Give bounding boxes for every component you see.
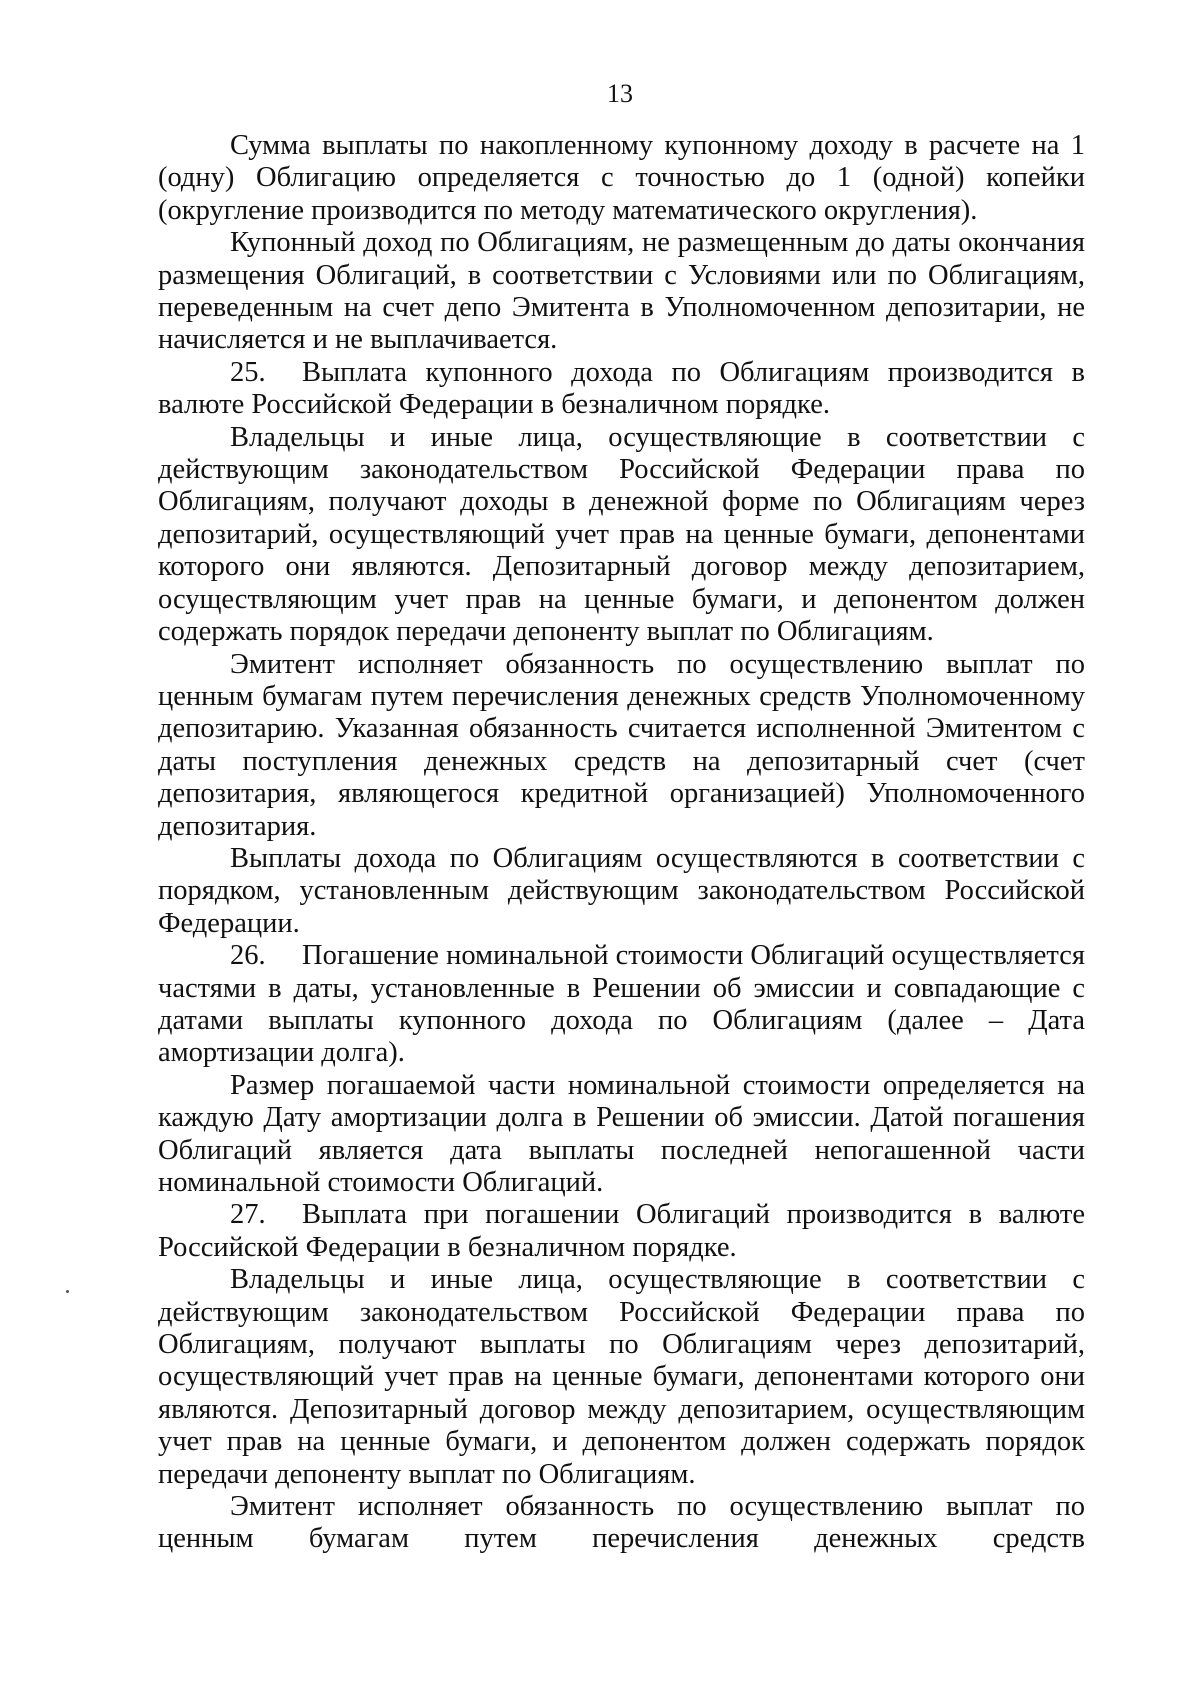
clause-number: 26.: [230, 940, 266, 972]
paragraph: [158, 130, 1085, 227]
paragraph-text: Владельцы и иные лица, осуществляющие в соответствии с действующим законодательством Российской Федерации права по Облигациям, получают доходы в денежной форме по Облигациям через депозитарий, осуществляющий учет прав на ценные бумаги, депонентами которого они являются. Депозитарный договор между депозитарием, осуществляющим учет прав на ценные бумаги, и депонентом должен содержать порядок передачи депоненту выплат по Облигациям.: [158, 421, 1085, 648]
paragraph: [158, 1070, 1085, 1200]
paragraph-text: Купонный доход по Облигациям, не размещенным до даты окончания размещения Облигаций, в соответствии с Условиями или по Облигациям, переведенным на счет депо Эмитента в Уполномоченном депозитарии, не начисляется и не выплачивается.: [158, 227, 1085, 356]
paragraph-text: Погашение номинальной стоимости Облигаций осуществляется частями в даты, установленные в Решении об эмиссии и совпадающие с датами выплаты купонного дохода по Облигациям (далее – Дата амортизации долга).: [158, 940, 1085, 1069]
numbered-paragraph: [158, 1199, 1085, 1264]
paragraph-text: Выплаты дохода по Облигациям осуществляются в соответствии с порядком, установленным действующим законодательством Российской Федерации.: [158, 842, 1085, 939]
paragraph-text: Владельцы и иные лица, осуществляющие в соответствии с действующим законодательством Российской Федерации права по Облигациям, получают выплаты по Облигациям через депозитарий, осуществляющий учет прав на ценные бумаги, депонентами которого они являются. Депозитарный договор между депозитарием, осуществляющим учет прав на ценные бумаги, и депонентом должен содержать порядок передачи депоненту выплат по Облигациям.: [158, 1264, 1085, 1490]
page-number: 13: [607, 79, 633, 108]
paragraph-text: Размер погашаемой части номинальной стоимости определяется на каждую Дату амортизации долга в Решении об эмиссии. Датой погашения Облигаций является дата выплаты последней непогашенной части номинальной стоимости Облигаций.: [158, 1069, 1085, 1198]
numbered-paragraph: [158, 940, 1085, 1070]
clause-number: 27.: [230, 1199, 266, 1231]
paragraph-text: Эмитент исполняет обязанность по осуществлению выплат по ценным бумагам путем перечисления денежных средств Уполномоченному депозитарию. Указанная обязанность считается исполненной Эмитентом с даты поступления денежных средств на депозитарный счет (счет депозитария, являющегося кредитной организацией) Уполномоченного депозитария.: [158, 648, 1085, 842]
paragraph-text: Эмитент исполняет обязанность по осуществлению выплат по ценным бумагам путем перечисления денежных средств: [158, 1491, 1085, 1555]
paragraph-text: Выплата купонного дохода по Облигациям производится в валюте Российской Федерации в безналичном порядке.: [158, 356, 1085, 421]
paragraph-text: Выплата при погашении Облигаций производится в валюте Российской Федерации в безналичном порядке.: [158, 1199, 1085, 1263]
paragraph-text: Сумма выплаты по накопленному купонному доходу в расчете на 1 (одну) Облигацию определяется с точностью до 1 (одной) копейки (округление производится по методу математического округления).: [158, 130, 1085, 226]
paragraph: [158, 422, 1085, 649]
numbered-paragraph: [158, 357, 1085, 422]
body-text: [158, 130, 1085, 1556]
paragraph: [158, 227, 1085, 357]
clause-number: 25.: [230, 356, 266, 388]
paragraph: [158, 1264, 1085, 1491]
paragraph: [158, 843, 1085, 940]
paragraph: [158, 649, 1085, 843]
scan-speck: [66, 1290, 69, 1293]
paragraph: [158, 1491, 1085, 1556]
